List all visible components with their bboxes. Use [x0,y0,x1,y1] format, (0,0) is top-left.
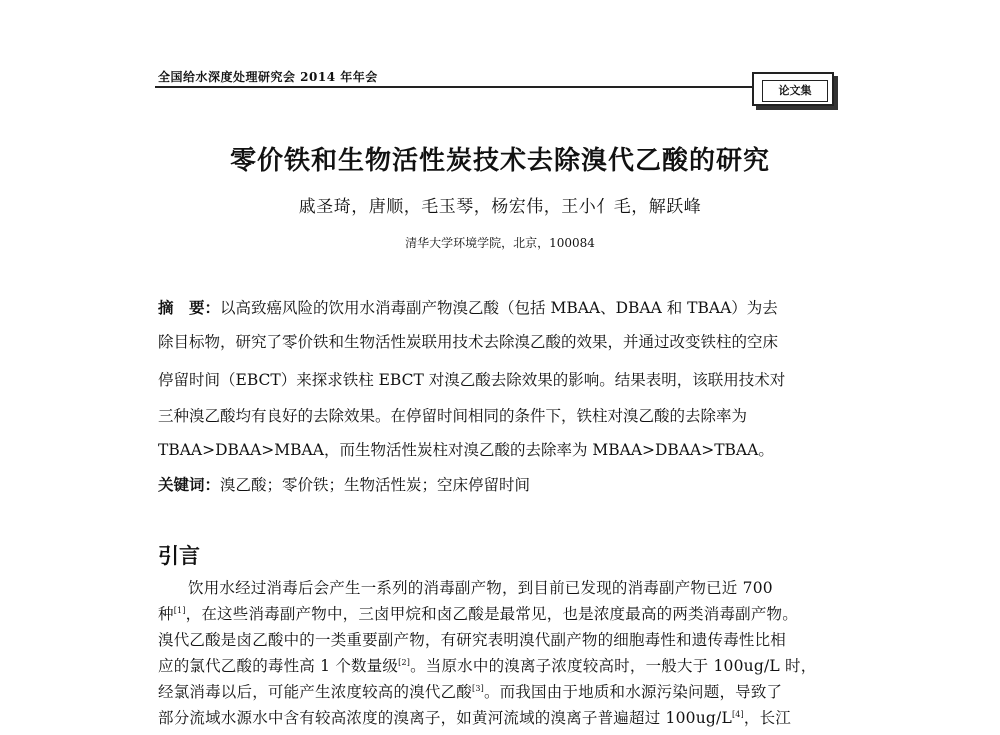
section-heading: 引言 [158,544,200,568]
body-line-post: 。当原水中的溴离子浓度较高时，一般大于 100ug/L 时， [410,657,817,675]
abstract-line-4: TBAA>DBAA>MBAA，而生物活性炭柱对溴乙酸的去除率为 MBAA>DBAA>TBAA。 [158,441,774,459]
authors: 戚圣琦，唐顺，毛玉琴，杨宏伟，王小亻毛，解跃峰 [298,197,702,217]
badge [752,72,838,110]
abstract-text: 以高致癌风险的饮用水消毒副产物溴乙酸（包括 MBAA、DBAA 和 TBAA）为去 [220,299,778,317]
badge-label: 论文集 [762,80,828,102]
abstract-line-0 [158,296,778,318]
body-line-post: ，在这些消毒副产物中，三卤甲烷和卤乙酸是最常见，也是浓度最高的两类消毒副产物。 [185,605,798,623]
badge-frame [752,72,834,106]
body-line-2 [158,628,786,650]
body-line-pre: 溴代乙酸是卤乙酸中的一类重要副产物，有研究表明溴代副产物的细胞毒性和遗传毒性比相 [158,631,787,649]
header-proceedings: 全国给水深度处理研究会 2014 年年会 [158,70,378,84]
affiliation: 清华大学环境学院，北京，100084 [405,236,595,250]
abstract-label: 摘 要： [158,299,221,317]
body-line-0 [188,576,773,598]
header-rule [155,86,753,88]
body-line-pre: 经氯消毒以后，可能产生浓度较高的溴代乙酸 [158,683,473,701]
citation: [2] [398,657,411,667]
paper-title: 零价铁和生物活性炭技术去除溴代乙酸的研究 [229,146,770,176]
body-line-3 [158,654,816,676]
citation: [4] [731,709,744,719]
abstract-line-2: 停留时间（EBCT）来探求铁柱 EBCT 对溴乙酸去除效果的影响。结果表明，该联用技术对 [158,371,786,389]
keywords-label: 关键词： [158,476,221,494]
body-line-4 [158,680,782,702]
body-line-post: 。而我国由于地质和水源污染问题，导致了 [483,683,783,701]
abstract-line-3: 三种溴乙酸均有良好的去除效果。在停留时间相同的条件下，铁柱对溴乙酸的去除率为 [158,407,748,425]
body-line-post: ，长江 [743,709,791,727]
body-line-5 [158,706,791,728]
keywords [158,473,530,495]
body-line-pre: 部分流域水源水中含有较高浓度的溴离子，如黄河流域的溴离子普遍超过 100ug/L [158,709,732,727]
abstract-line-1: 除目标物，研究了零价铁和生物活性炭联用技术去除溴乙酸的效果，并通过改变铁柱的空床 [158,333,779,351]
citation: [1] [173,605,186,615]
keywords-text: 溴乙酸；零价铁；生物活性炭；空床停留时间 [220,476,531,494]
body-line-1 [158,602,798,624]
badge-shadow-right [834,76,838,110]
badge-shadow [756,106,836,110]
body-line-pre: 饮用水经过消毒后会产生一系列的消毒副产物，到目前已发现的消毒副产物已近 700 [188,579,773,597]
citation: [3] [472,683,484,693]
body-line-pre: 种 [158,605,174,623]
body-line-pre: 应的氯代乙酸的毒性高 1 个数量级 [158,657,399,675]
